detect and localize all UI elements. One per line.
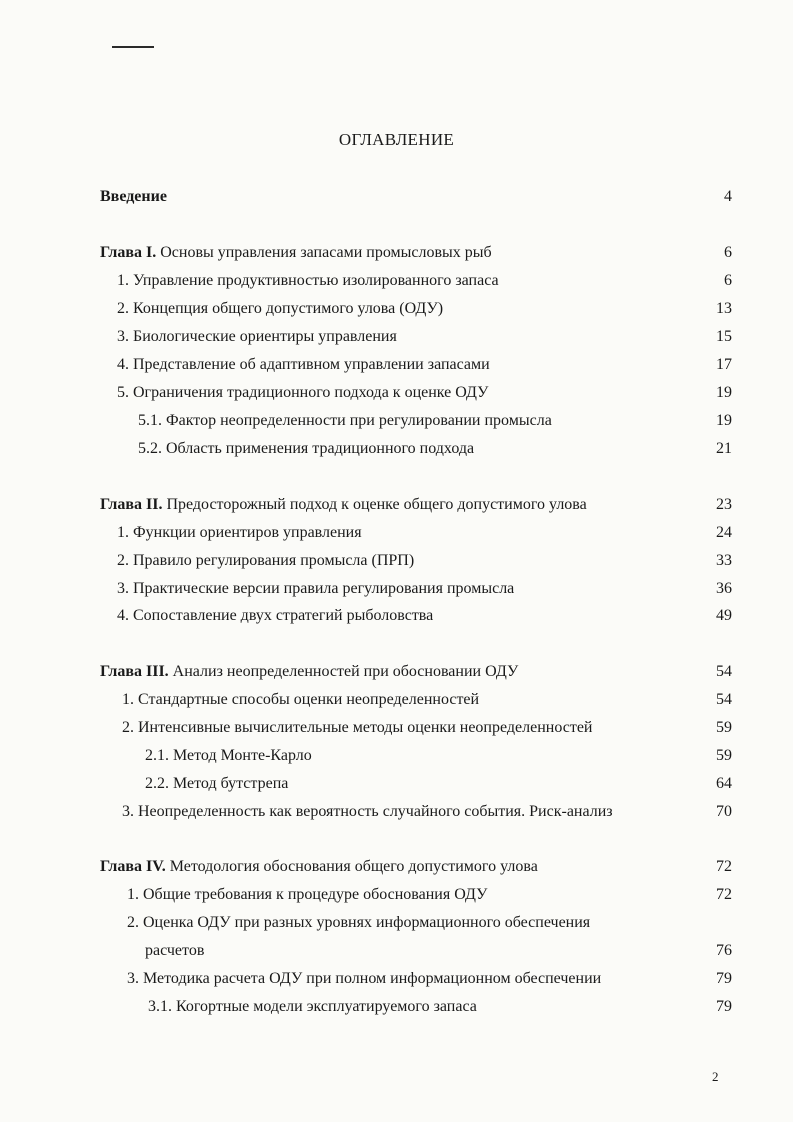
- toc-item-page: 19: [716, 412, 732, 429]
- toc-item-page: 79: [716, 970, 732, 987]
- toc-item-page: 72: [716, 886, 732, 903]
- toc-item-page: 59: [716, 747, 732, 764]
- chapter-title: Предосторожный подход к оценке общего допустимого улова: [162, 496, 587, 513]
- chapter-page: 54: [716, 663, 732, 680]
- toc-item: 2. Оценка ОДУ при разных уровнях информационного обеспечения: [127, 914, 591, 931]
- chapter-title: Основы управления запасами промысловых рыб: [156, 244, 492, 261]
- toc-item-page: 13: [716, 300, 732, 317]
- toc-item-page: 6: [724, 272, 732, 289]
- toc-subitem: 3.1. Когортные модели эксплуатируемого запаса: [148, 998, 477, 1015]
- toc-item-page: 59: [716, 719, 732, 736]
- toc-item: 4. Представление об адаптивном управлении запасами: [117, 356, 490, 373]
- toc-chapter-2: [100, 495, 587, 515]
- toc-item-page: 19: [716, 384, 732, 401]
- chapter-page: 23: [716, 496, 732, 513]
- chapter-prefix: Глава III.: [100, 663, 169, 680]
- toc-intro-page: 4: [724, 188, 732, 205]
- chapter-prefix: Глава I.: [100, 244, 157, 261]
- page-title: ОГЛАВЛЕНИЕ: [338, 130, 455, 149]
- toc-subitem: 2.1. Метод Монте-Карло: [145, 747, 312, 764]
- toc-subitem: 5.2. Область применения традиционного подхода: [138, 440, 475, 457]
- toc-item-continuation: расчетов: [145, 942, 205, 959]
- toc-subitem: 2.2. Метод бутстрепа: [145, 775, 289, 792]
- toc-item-page: 49: [716, 607, 732, 624]
- toc-item: 3. Методика расчета ОДУ при полном информационном обеспечении: [127, 970, 602, 987]
- toc-item: 3. Биологические ориентиры управления: [117, 328, 397, 345]
- toc-item-page: 33: [716, 552, 732, 569]
- toc-item: 1. Функции ориентиров управления: [117, 524, 362, 541]
- toc-item: 3. Неопределенность как вероятность случайного события. Риск-анализ: [122, 803, 613, 820]
- chapter-title: Методология обоснования общего допустимого улова: [165, 858, 538, 875]
- chapter-title: Анализ неопределенностей при обосновании ОДУ: [168, 663, 519, 680]
- chapter-page: 72: [716, 858, 732, 875]
- toc-item-page: 54: [716, 691, 732, 708]
- scan-mark: [112, 46, 154, 48]
- toc-item-page: 76: [716, 942, 732, 959]
- toc-item-page: 64: [716, 775, 732, 792]
- chapter-page: 6: [724, 244, 732, 261]
- toc-item-page: 21: [716, 440, 732, 457]
- toc-item: 2. Правило регулирования промысла (ПРП): [117, 552, 415, 569]
- toc-item-page: 17: [716, 356, 732, 373]
- toc-item-page: 36: [716, 580, 732, 597]
- toc-item: 1. Общие требования к процедуре обоснования ОДУ: [127, 886, 488, 903]
- toc-item-page: 79: [716, 998, 732, 1015]
- toc-item: 2. Концепция общего допустимого улова (ОДУ): [117, 300, 444, 317]
- toc-chapter-4: [100, 857, 538, 877]
- chapter-prefix: Глава II.: [100, 496, 163, 513]
- toc-chapter-1: [100, 243, 492, 263]
- toc-chapter-3: [100, 662, 518, 682]
- toc-item: 5. Ограничения традиционного подхода к оценке ОДУ: [117, 384, 489, 401]
- toc-item: 1. Стандартные способы оценки неопределенностей: [122, 691, 480, 708]
- toc-item-page: 24: [716, 524, 732, 541]
- chapter-prefix: Глава IV.: [100, 858, 166, 875]
- toc-item: 1. Управление продуктивностью изолированного запаса: [117, 272, 499, 289]
- toc-intro-label: Введение: [100, 188, 167, 205]
- toc-subitem: 5.1. Фактор неопределенности при регулировании промысла: [138, 412, 552, 429]
- toc-item: 3. Практические версии правила регулирования промысла: [117, 580, 515, 597]
- toc-item-page: 70: [716, 803, 732, 820]
- toc-item: 2. Интенсивные вычислительные методы оценки неопределенностей: [122, 719, 593, 736]
- toc-item: 4. Сопоставление двух стратегий рыболовства: [117, 607, 434, 624]
- page-number: 2: [712, 1069, 719, 1084]
- toc-item-page: 15: [716, 328, 732, 345]
- toc-intro: [100, 187, 167, 207]
